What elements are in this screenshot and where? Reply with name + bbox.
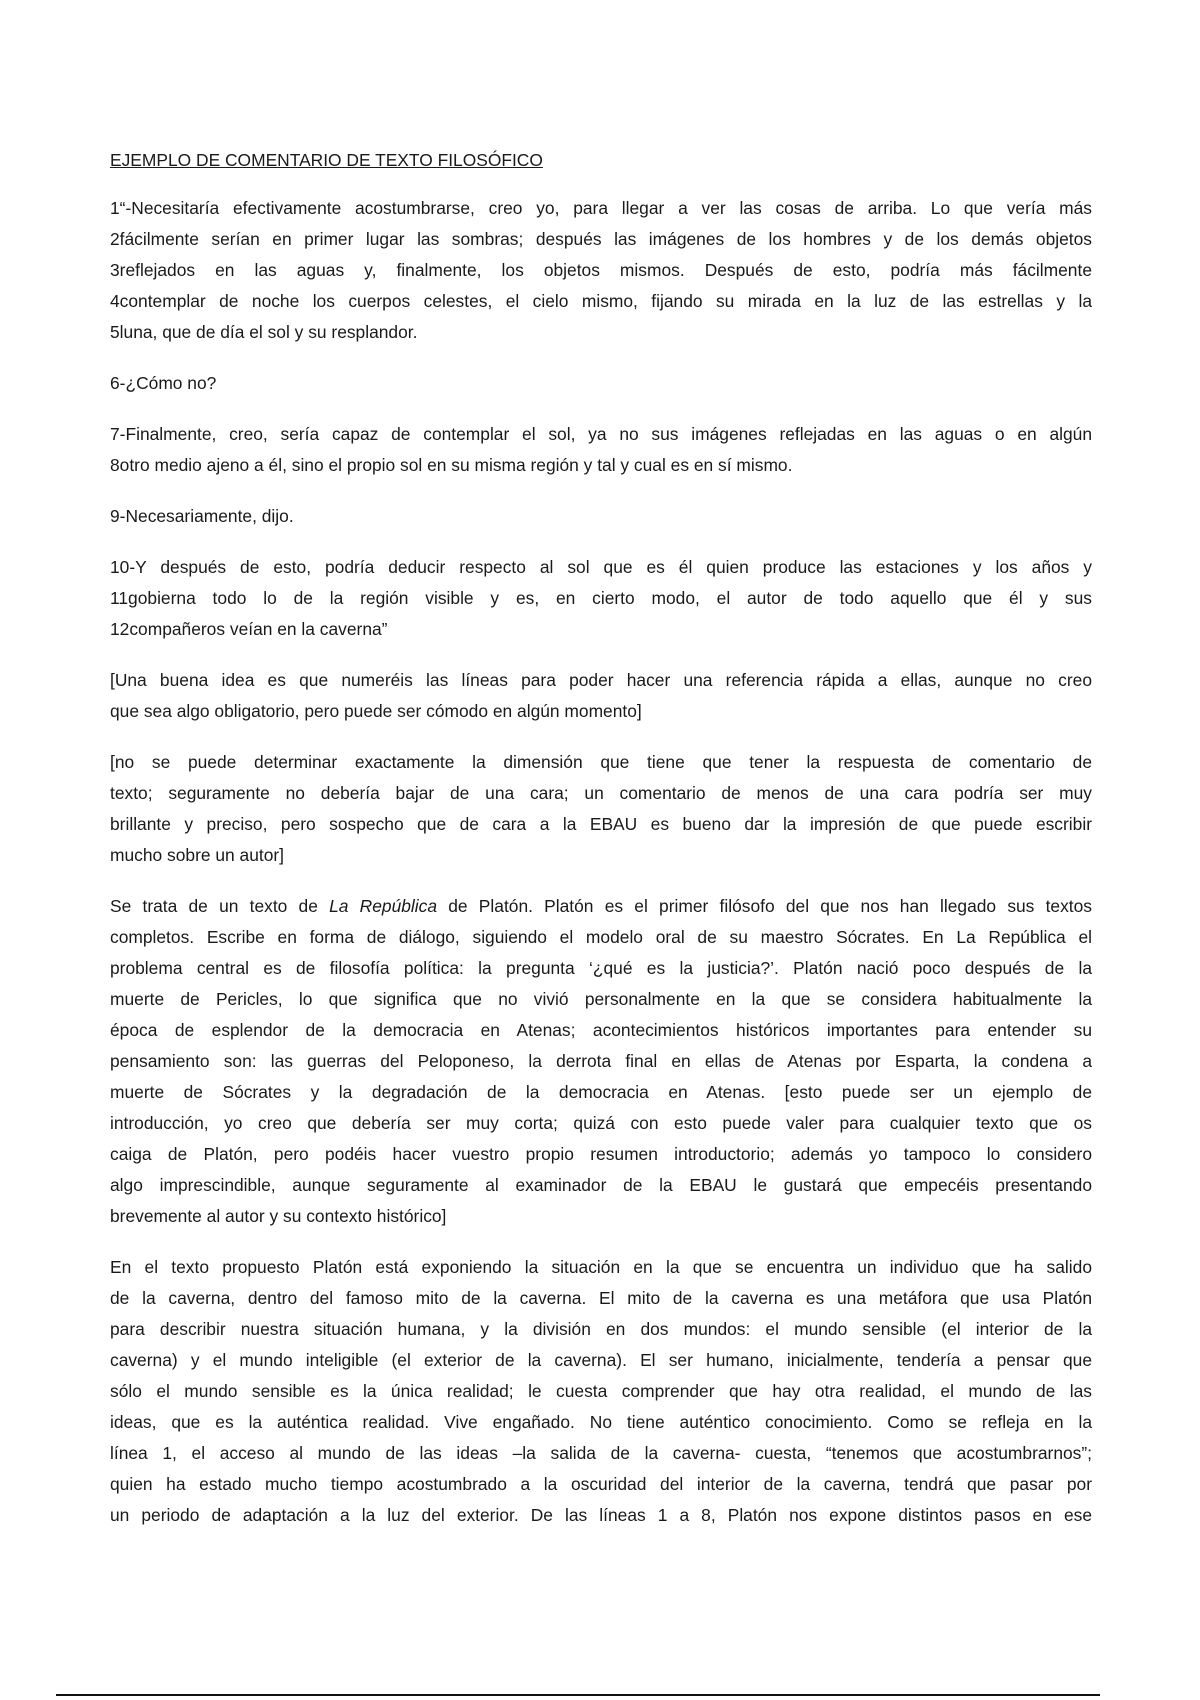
text-line: 2fácilmente serían en primer lugar las sombras; después las imágenes de los hombres y de los demás objetos	[110, 229, 1092, 249]
text-line: 10-Y después de esto, podría deducir respecto al sol que es él quien produce las estaciones y los años y	[110, 557, 1092, 577]
text-line: caiga de Platón, pero podéis hacer vuestro propio resumen introductorio; además yo tampoco lo considero	[110, 1144, 1092, 1164]
text-line: caverna) y el mundo inteligible (el exterior de la caverna). El ser humano, inicialmente, tendería a pensar que	[110, 1350, 1092, 1370]
text-line: mucho sobre un autor]	[110, 845, 285, 865]
text-line: línea 1, el acceso al mundo de las ideas –la salida de la caverna- cuesta, “tenemos que acostumbrarnos”;	[110, 1443, 1092, 1463]
intro-after-book: de Platón. Platón es el primer filósofo del que nos han llegado sus textos	[437, 896, 1092, 916]
text-line: problema central es de filosofía política: la pregunta ‘¿qué es la justicia?’. Platón nació poco después de la	[110, 958, 1092, 978]
text-line: ideas, que es la auténtica realidad. Vive engañado. No tiene auténtico conocimiento. Como se refleja en la	[110, 1412, 1092, 1432]
quote-paragraph-3	[110, 419, 1092, 481]
quote-paragraph-5	[110, 552, 1092, 645]
text-line: pensamiento son: las guerras del Peloponeso, la derrota final en ellas de Atenas por Esparta, la condena a	[110, 1051, 1092, 1071]
text-line: 12compañeros veían en la caverna”	[110, 619, 388, 639]
text-line: 11gobierna todo lo de la región visible y es, en cierto modo, el autor de todo aquello que él y sus	[110, 588, 1092, 608]
text-line: 4contemplar de noche los cuerpos celestes, el cielo mismo, fijando su mirada en la luz de las estrellas y la	[110, 291, 1092, 311]
book-title: La República	[329, 896, 438, 916]
text-line: época de esplendor de la democracia en Atenas; acontecimientos históricos importantes para entender su	[110, 1020, 1092, 1040]
text-line: completos. Escribe en forma de diálogo, siguiendo el modelo oral de su maestro Sócrates. En La República el	[110, 927, 1092, 947]
analysis-paragraph	[110, 1252, 1092, 1531]
text-line: 1“-Necesitaría efectivamente acostumbrarse, creo yo, para llegar a ver las cosas de arriba. Lo que vería más	[110, 198, 1092, 218]
quote-paragraph-4	[110, 501, 1092, 532]
text-line: un periodo de adaptación a la luz del exterior. De las líneas 1 a 8, Platón nos expone distintos pasos en ese	[110, 1505, 1092, 1525]
document-title: EJEMPLO DE COMENTARIO DE TEXTO FILOSÓFICO	[110, 150, 543, 170]
text-line: En el texto propuesto Platón está exponiendo la situación en la que se encuentra un individuo que ha salido	[110, 1257, 1092, 1277]
text-line: sólo el mundo sensible es la única realidad; le cuesta comprender que hay otra realidad, el mundo de las	[110, 1381, 1092, 1401]
text-line: muerte de Pericles, lo que significa que no vivió personalmente en la que se considera habitualmente la	[110, 989, 1092, 1009]
text-line: quien ha estado mucho tiempo acostumbrado a la oscuridad del interior de la caverna, tendrá que pasar por	[110, 1474, 1092, 1494]
document-page	[110, 146, 1092, 1551]
text-line: [no se puede determinar exactamente la dimensión que tiene que tener la respuesta de comentario de	[110, 752, 1092, 772]
text-line: 8otro medio ajeno a él, sino el propio sol en su misma región y tal y cual es en sí mismo.	[110, 455, 793, 475]
text-line: 7-Finalmente, creo, sería capaz de contemplar el sol, ya no sus imágenes reflejadas en las aguas o en algún	[110, 424, 1092, 444]
text-line: algo imprescindible, aunque seguramente al examinador de la EBAU le gustará que empecéis presentando	[110, 1175, 1092, 1195]
text-line: 5luna, que de día el sol y su resplandor.	[110, 322, 418, 342]
text-line: 9-Necesariamente, dijo.	[110, 506, 294, 526]
note-paragraph-1	[110, 665, 1092, 727]
text-line: brillante y preciso, pero sospecho que de cara a la EBAU es bueno dar la impresión de que puede escribir	[110, 814, 1092, 834]
quote-paragraph-1	[110, 193, 1092, 348]
intro-lead: Se trata de un texto de	[110, 896, 330, 916]
text-line: 6-¿Cómo no?	[110, 373, 217, 393]
text-line: 3reflejados en las aguas y, finalmente, los objetos mismos. Después de esto, podría más fácilmente	[110, 260, 1092, 280]
text-line: muerte de Sócrates y la degradación de la democracia en Atenas. [esto puede ser un ejemplo de	[110, 1082, 1092, 1102]
intro-paragraph	[110, 891, 1092, 1232]
text-line	[110, 891, 1092, 922]
quote-paragraph-2	[110, 368, 1092, 399]
text-line: que sea algo obligatorio, pero puede ser cómodo en algún momento]	[110, 701, 642, 721]
text-line: introducción, yo creo que debería ser muy corta; quizá con esto puede valer para cualquier texto que os	[110, 1113, 1092, 1133]
note-paragraph-2	[110, 747, 1092, 871]
text-line: [Una buena idea es que numeréis las líneas para poder hacer una referencia rápida a ellas, aunque no creo	[110, 670, 1092, 690]
text-line: de la caverna, dentro del famoso mito de la caverna. El mito de la caverna es una metáfora que usa Platón	[110, 1288, 1092, 1308]
text-line: para describir nuestra situación humana, y la división en dos mundos: el mundo sensible (el interior de la	[110, 1319, 1092, 1339]
text-line: texto; seguramente no debería bajar de una cara; un comentario de menos de una cara podría ser muy	[110, 783, 1092, 803]
text-line: brevemente al autor y su contexto histórico]	[110, 1206, 447, 1226]
footer-rule	[56, 1694, 1100, 1696]
